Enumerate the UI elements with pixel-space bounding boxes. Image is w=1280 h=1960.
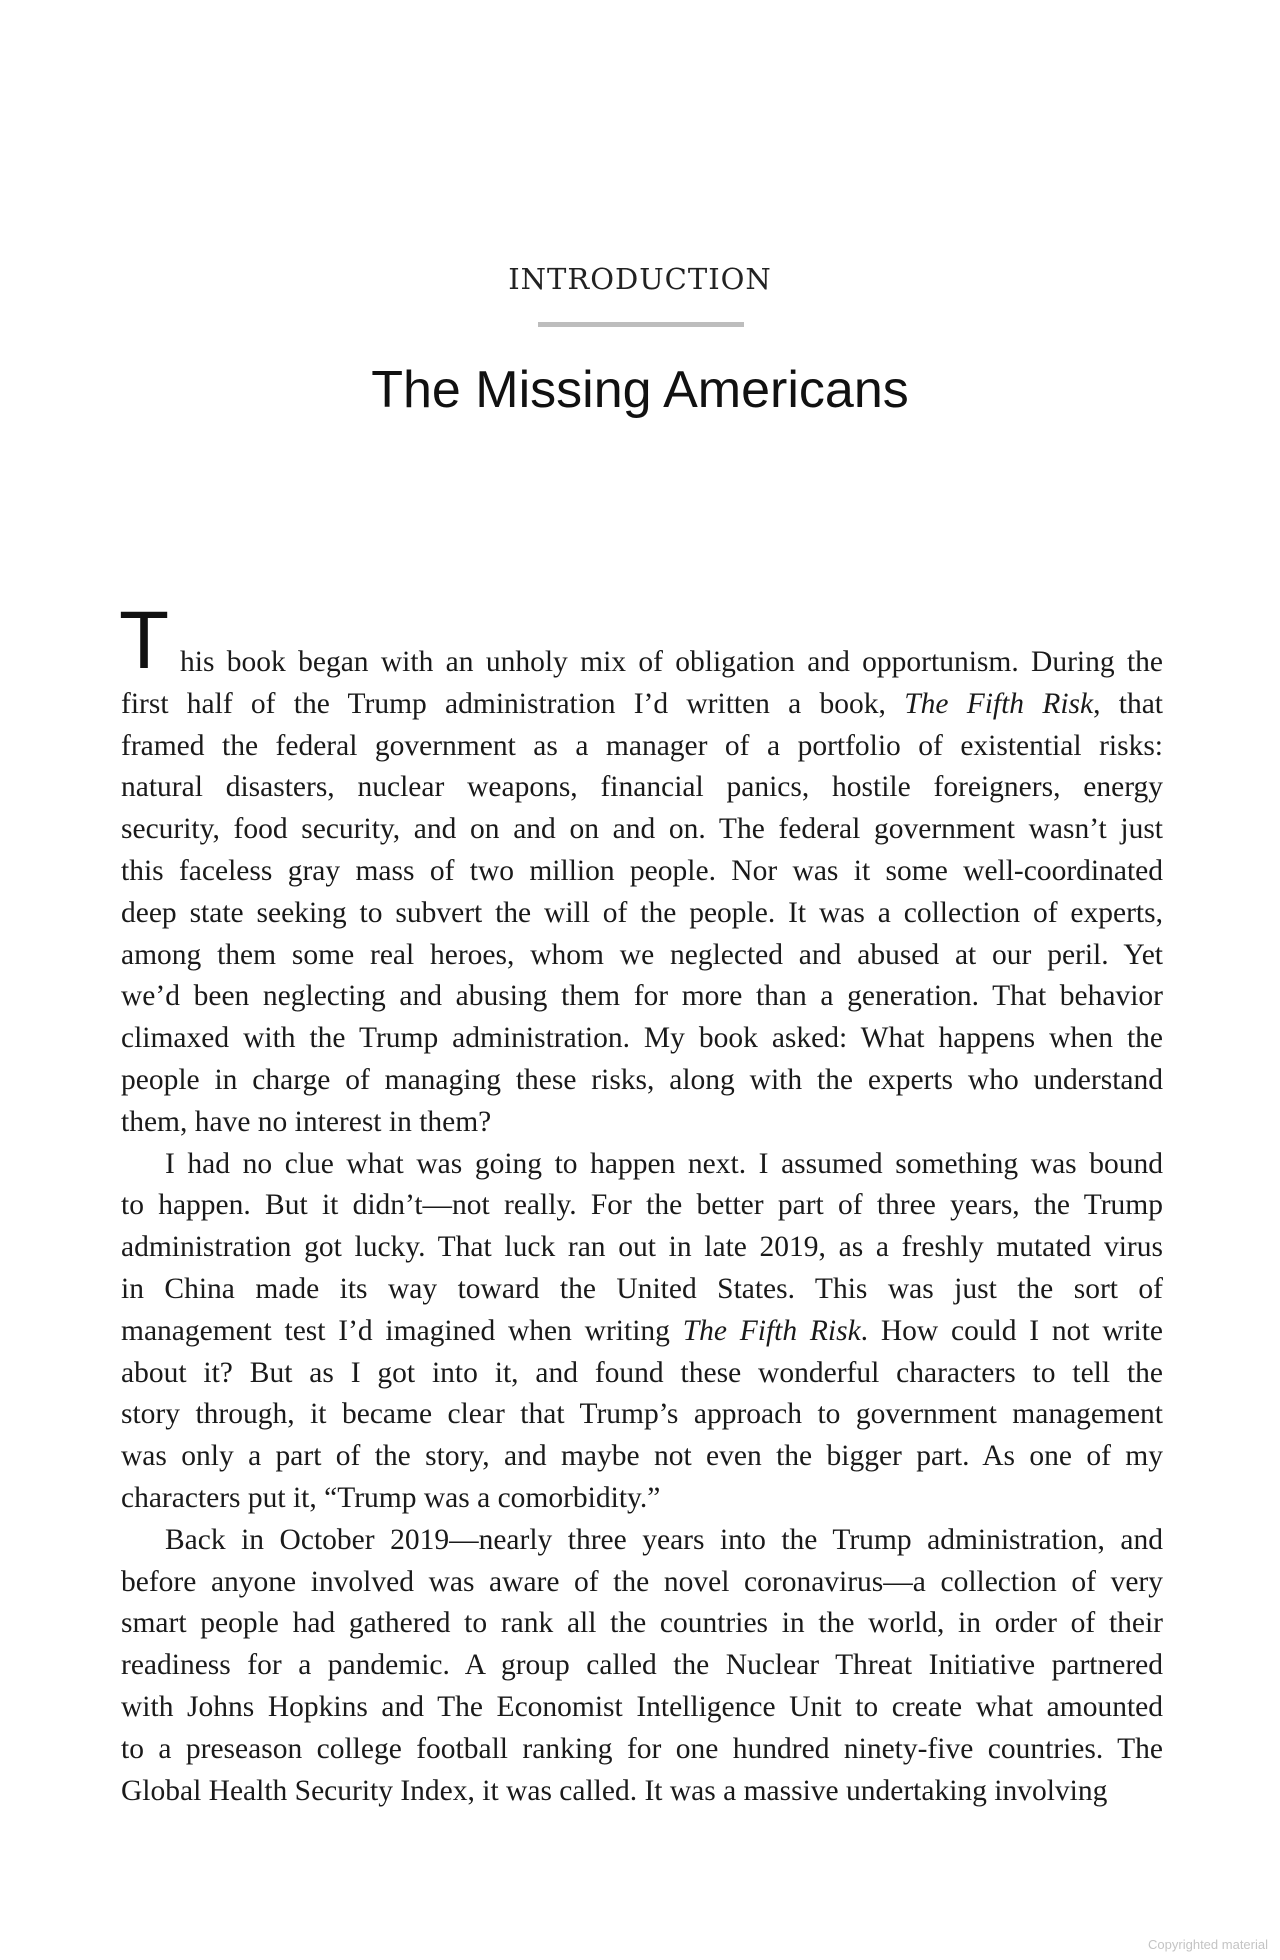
- text-line: [121, 1311, 1163, 1353]
- text-line: was only a part of the story, and maybe not even the bigger part. As one of my: [121, 1440, 1163, 1473]
- text-run: first half of the Trump administration I’d written a book,: [121, 687, 905, 720]
- text-line: to happen. But it didn’t—not really. For the better part of three years, the Trump: [121, 1189, 1163, 1222]
- text-run: . How could I not write: [860, 1314, 1164, 1347]
- paragraph-2: [121, 1144, 1163, 1520]
- text-line: characters put it, “Trump was a comorbidity.”: [121, 1481, 661, 1514]
- text-line: about it? But as I got into it, and found these wonderful characters to tell the: [121, 1356, 1163, 1389]
- text-line: deep state seeking to subvert the will of the people. It was a collection of experts,: [121, 896, 1163, 929]
- paragraph-3: [121, 1520, 1163, 1813]
- book-title-italic: The Fifth Risk: [682, 1314, 861, 1347]
- text-line: among them some real heroes, whom we neglected and abused at our peril. Yet: [121, 938, 1163, 971]
- text-line: security, food security, and on and on and on. The federal government wasn’t just: [121, 813, 1163, 846]
- text-line: smart people had gathered to rank all the countries in the world, in order of their: [121, 1607, 1163, 1640]
- title-rule: [538, 322, 744, 327]
- chapter-kicker: INTRODUCTION: [508, 262, 772, 296]
- body-text: [121, 642, 1163, 1812]
- text-line: before anyone involved was aware of the novel coronavirus—a collection of very: [121, 1565, 1163, 1598]
- text-line: Global Health Security Index, it was called. It was a massive undertaking involving: [121, 1774, 1108, 1807]
- text-line: story through, it became clear that Trump’s approach to government management: [121, 1398, 1163, 1431]
- text-run: management test I’d imagined when writing: [121, 1314, 683, 1347]
- text-line: with Johns Hopkins and The Economist Intelligence Unit to create what amounted: [121, 1690, 1163, 1723]
- text-line: Back in October 2019—nearly three years into the Trump administration, and: [165, 1523, 1163, 1556]
- text-line: to a preseason college football ranking for one hundred ninety-five countries. The: [121, 1732, 1163, 1765]
- chapter-title: The Missing Americans: [371, 361, 909, 419]
- text-line: I had no clue what was going to happen next. I assumed something was bound: [165, 1147, 1163, 1180]
- text-line: administration got lucky. That luck ran out in late 2019, as a freshly mutated virus: [121, 1231, 1163, 1264]
- drop-cap: T: [119, 595, 170, 686]
- text-line: this faceless gray mass of two million people. Nor was it some well-coordinated: [121, 854, 1163, 887]
- text-line: [121, 684, 1163, 726]
- text-line: we’d been neglecting and abusing them for more than a generation. That behavior: [121, 980, 1163, 1013]
- text-line: in China made its way toward the United States. This was just the sort of: [121, 1272, 1163, 1305]
- paragraph-1: [121, 642, 1163, 1144]
- text-run: , that: [1093, 687, 1163, 720]
- text-line: climaxed with the Trump administration. My book asked: What happens when the: [121, 1022, 1163, 1055]
- text-line: them, have no interest in them?: [121, 1105, 492, 1138]
- copyright-notice: Copyrighted material: [1148, 1937, 1268, 1952]
- text-line: readiness for a pandemic. A group called the Nuclear Threat Initiative partnered: [121, 1649, 1163, 1682]
- text-line: natural disasters, nuclear weapons, financial panics, hostile foreigners, energy: [121, 771, 1163, 804]
- text-line: framed the federal government as a manager of a portfolio of existential risks:: [121, 729, 1163, 762]
- book-title-italic: The Fifth Risk: [904, 687, 1094, 720]
- text-line: his book began with an unholy mix of obligation and opportunism. During the: [180, 646, 1163, 678]
- text-line: people in charge of managing these risks, along with the experts who understand: [121, 1063, 1163, 1096]
